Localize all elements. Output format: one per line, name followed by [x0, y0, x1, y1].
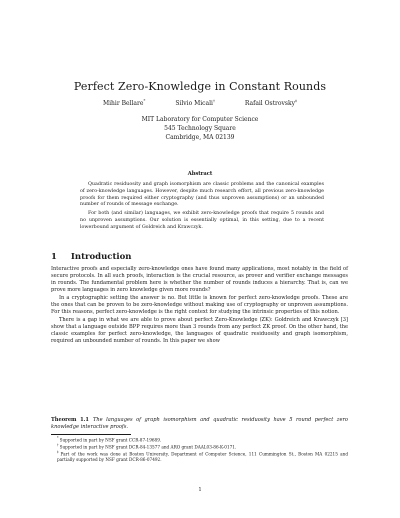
footnotes	[51, 436, 348, 463]
section-title: Introduction	[70, 252, 132, 262]
body-text	[51, 266, 348, 346]
affiliation-line: 545 Technology Square	[164, 125, 236, 132]
page-number: 1	[198, 487, 202, 493]
author-name: Silvio Micali	[175, 100, 213, 107]
author	[175, 100, 215, 107]
author-name: Mihir Bellare	[102, 100, 144, 107]
footnote	[51, 450, 348, 463]
footnote-text: Supported in part by NSF grant CCR-87-19689.	[59, 437, 162, 443]
theorem	[51, 417, 348, 431]
theorem-text: The languages of graph isomorphism and quadratic residuosity have 5 round perfect zero knowledge interactive proofs.	[51, 417, 348, 430]
theorem-label: Theorem 1.1	[51, 417, 89, 423]
abstract	[80, 182, 324, 234]
footnote-mark: ‡	[57, 449, 60, 454]
body-paragraph: In a cryptographic setting the answer is no. But little is known for perfect zero-knowledge proofs. These are the ones that can be proven to be zero-knowledge without making use of cryptography or unproven assumptions. For this reasons, perfect zero-knowledge is the right context for studying the intrinsic properties of this notion.	[51, 295, 348, 316]
footnote-mark: *	[57, 436, 59, 440]
section-number: 1	[51, 252, 57, 262]
affiliation-line: MIT Laboratory for Computer Science	[141, 116, 259, 123]
body-paragraph: There is a gap in what we are able to prove about perfect Zero-Knowledge (ZK): Goldreich and Krawczyk [3] show that a language outside BPP requires more than 3 rounds from any perfect ZK proof. On the other hand, the classic examples for perfect zero-knowledge, the languages of quadratic residuosity and graph isomorphism, required an unbounded number of rounds. In this paper we show	[51, 317, 348, 345]
footnote-rule	[51, 434, 131, 435]
abstract-paragraph: For both (and similar) languages, we exhibit zero-knowledge proofs that require 5 rounds and no unproven assumptions. Our solution is essentially optimal, in this setting, due to a recent lowerbound argument of Goldreich and Krawczyk.	[80, 211, 324, 230]
footnote-text: Part of the work was done at Boston University, Department of Computer Science, 111 Cummington St., Boston MA 02215 and partially supported by NSF grant DCR-86-07492.	[57, 451, 348, 462]
author	[103, 100, 145, 107]
body-paragraph: Interactive proofs and especially zero-knowledge ones have found many applications, most notably in the field of secure protocols. In all such proofs, interaction is the crucial resource, as prover and verifier exchange messages in rounds. The fundamental problem here is whether the number of rounds induces a hierarchy. That is, can we prove more languages in zero knowledge given more rounds?	[51, 266, 348, 293]
footnote	[51, 436, 348, 443]
author-footnote-mark: †	[212, 98, 215, 103]
author-list	[0, 98, 400, 107]
author	[245, 100, 297, 107]
section-heading	[51, 252, 131, 262]
author-footnote-mark: *	[143, 98, 146, 103]
footnote-text: Supported in part by NSF grant DCR-84-13577 and ARO grant DAAL03-86-K-0171.	[59, 444, 237, 450]
author-name: Rafail Ostrovsky	[244, 100, 296, 107]
paper-title: Perfect Zero-Knowledge in Constant Rounds	[73, 80, 327, 93]
abstract-paragraph: Quadratic residuosity and graph isomorphism are classic problems and the canonical examples of zero-knowledge languages. However, despite much research effort, all previous zero-knowledge proofs for them required either cryptography (and thus unproven assumptions) or an unbounded number of rounds of message exchange.	[80, 182, 324, 208]
footnote-mark: †	[57, 442, 59, 447]
author-footnote-mark: ‡	[295, 98, 298, 103]
footnote	[51, 443, 348, 450]
affiliation-line: Cambridge, MA 02139	[165, 134, 235, 141]
affiliation	[0, 115, 400, 142]
abstract-heading: Abstract	[187, 171, 213, 177]
